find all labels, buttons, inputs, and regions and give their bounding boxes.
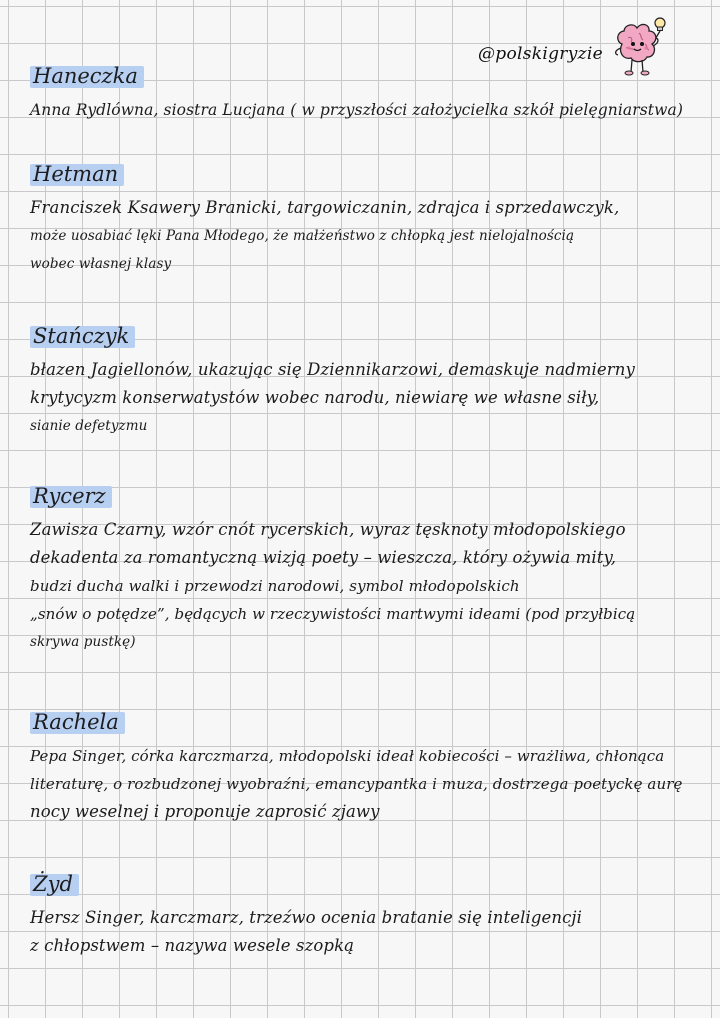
- section-heading: Rachela: [30, 708, 125, 736]
- section-zyd: [30, 870, 700, 960]
- text-line: sianie defetyzmu: [30, 418, 148, 434]
- section-body: [30, 356, 700, 440]
- text-line: z chłopstwem – nazywa wesele szopką: [30, 936, 355, 955]
- text-line: dekadenta za romantyczną wizją poety – wieszcza, który ożywia mity,: [30, 548, 617, 567]
- section-body: [30, 516, 700, 656]
- section-body: [30, 904, 700, 960]
- text-line: skrywa pustkę): [30, 634, 136, 650]
- section-body: [30, 96, 700, 124]
- text-line: Pepa Singer, córka karczmarza, młodopolski ideał kobiecości – wrażliwa, chłonąca: [30, 747, 665, 765]
- text-line: błazen Jagiellonów, ukazując się Dziennikarzowi, demaskuje nadmierny: [30, 360, 635, 379]
- text-line: wobec własnej klasy: [30, 256, 172, 272]
- section-heading: Haneczka: [30, 62, 144, 90]
- section-heading: Stańczyk: [30, 322, 135, 350]
- section-body: [30, 742, 700, 826]
- text-line: „snów o potędze”, będących w rzeczywistości martwymi ideami (pod przyłbicą: [30, 605, 636, 623]
- section-stanczyk: [30, 322, 700, 440]
- text-line: Zawisza Czarny, wzór cnót rycerskich, wyraz tęsknoty młodopolskiego: [30, 520, 626, 539]
- text-line: nocy weselnej i proponuje zaprosić zjawy: [30, 802, 380, 821]
- section-haneczka: [30, 62, 700, 124]
- text-line: literaturę, o rozbudzonej wyobraźni, emancypantka i muza, dostrzega poetyckę aurę: [30, 775, 683, 793]
- author-handle: @polskigryzie: [478, 44, 603, 64]
- section-body: [30, 194, 700, 278]
- text-line: Hersz Singer, karczmarz, trzeźwo ocenia bratanie się inteligencji: [30, 908, 583, 927]
- text-line: Franciszek Ksawery Branicki, targowiczanin, zdrajca i sprzedawczyk,: [30, 198, 620, 217]
- section-heading: Żyd: [30, 870, 79, 898]
- section-heading: Rycerz: [30, 482, 112, 510]
- section-hetman: [30, 160, 700, 278]
- section-heading: Hetman: [30, 160, 124, 188]
- section-rachela: [30, 708, 700, 826]
- section-rycerz: [30, 482, 700, 656]
- text-line: Anna Rydlówna, siostra Lucjana ( w przyszłości założycielka szkół pielęgniarstwa): [30, 101, 683, 119]
- text-line: krytycyzm konserwatystów wobec narodu, niewiarę we własne siły,: [30, 388, 600, 407]
- text-line: budzi ducha walki i przewodzi narodowi, symbol młodopolskich: [30, 577, 520, 595]
- text-line: może uosabiać lęki Pana Młodego, że małżeństwo z chłopką jest nielojalnością: [30, 228, 575, 244]
